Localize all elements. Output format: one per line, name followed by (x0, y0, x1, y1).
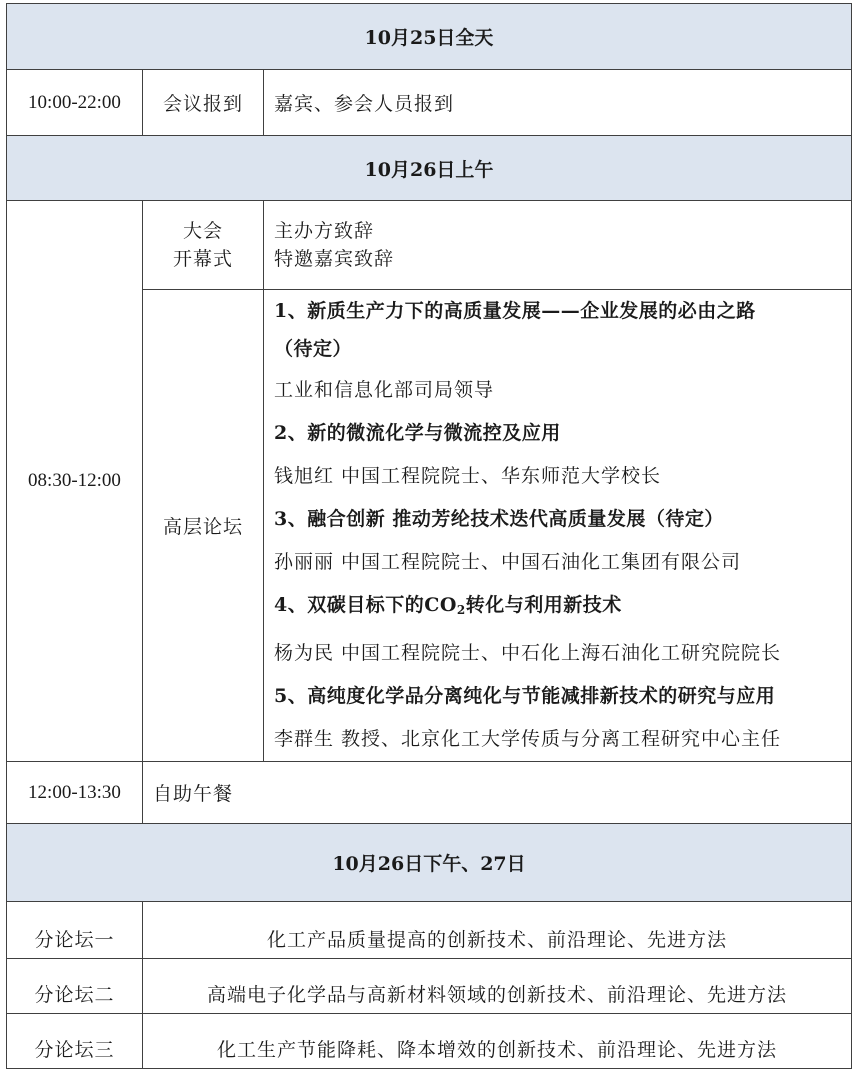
talk-title-part: 4、双碳目标下的 (274, 593, 425, 616)
agenda-row-subforum (7, 1014, 852, 1069)
talk-list (264, 290, 852, 762)
subforum-desc: 高端电子化学品与高新材料领域的创新技术、前沿理论、先进方法 (143, 959, 852, 1014)
opening-item: 主办方致辞 (274, 220, 375, 242)
session-label: 高层论坛 (143, 290, 264, 762)
session-label (143, 201, 264, 290)
talk-speaker: 工业和信息化部司局领导 (274, 378, 495, 401)
opening-item: 特邀嘉宾致辞 (274, 248, 395, 270)
talk-speaker: 杨为民 中国工程院院士、中石化上海石油化工研究院院长 (274, 641, 782, 664)
chem-formula: CO (424, 593, 457, 616)
talk-title: 5、高纯度化学品分离纯化与节能减排新技术的研究与应用 (274, 684, 776, 707)
time-cell: 08:30-12:00 (7, 201, 143, 762)
chem-subscript: 2 (456, 602, 466, 617)
talk-speaker: 钱旭红 中国工程院院士、华东师范大学校长 (274, 464, 662, 487)
session-label-line: 开幕式 (172, 248, 233, 270)
talk-title: 2、新的微流化学与微流控及应用 (274, 421, 561, 444)
talk-title-cont: （待定） (274, 337, 353, 360)
agenda-row-registration (7, 70, 852, 136)
talk-speaker: 李群生 教授、北京化工大学传质与分离工程研究中心主任 (274, 727, 782, 750)
section-header-title: 10月25日全天 (7, 4, 852, 70)
talk-title (274, 584, 845, 632)
section-header-title: 10月26日上午 (7, 136, 852, 201)
subforum-label: 分论坛一 (7, 902, 143, 959)
session-label: 会议报到 (143, 70, 264, 136)
subforum-label: 分论坛三 (7, 1014, 143, 1069)
session-label-line: 大会 (182, 220, 223, 242)
section-header-day2-pm (7, 824, 852, 902)
subforum-desc: 化工产品质量提高的创新技术、前沿理论、先进方法 (143, 902, 852, 959)
section-header-day1 (7, 4, 852, 70)
agenda-row-subforum (7, 902, 852, 959)
agenda-table (6, 3, 852, 1069)
agenda-row-subforum (7, 959, 852, 1014)
talk-speaker: 孙丽丽 中国工程院院士、中国石油化工集团有限公司 (274, 550, 742, 573)
subforum-label: 分论坛二 (7, 959, 143, 1014)
talk-title: 3、融合创新 推动芳纶技术迭代高质量发展（待定） (274, 507, 724, 530)
time-cell: 10:00-22:00 (7, 70, 143, 136)
talk-title: 1、新质生产力下的高质量发展——企业发展的必由之路 (274, 299, 756, 322)
session-desc: 自助午餐 (143, 762, 852, 824)
session-desc: 嘉宾、参会人员报到 (264, 70, 852, 136)
agenda-row-lunch (7, 762, 852, 824)
section-header-title: 10月26日下午、27日 (7, 824, 852, 902)
section-header-day2-am (7, 136, 852, 201)
agenda-row-opening (7, 201, 852, 290)
subforum-desc: 化工生产节能降耗、降本增效的创新技术、前沿理论、先进方法 (143, 1014, 852, 1069)
time-cell: 12:00-13:30 (7, 762, 143, 824)
session-desc (264, 201, 852, 290)
talk-title-part: 转化与利用新技术 (465, 593, 622, 616)
